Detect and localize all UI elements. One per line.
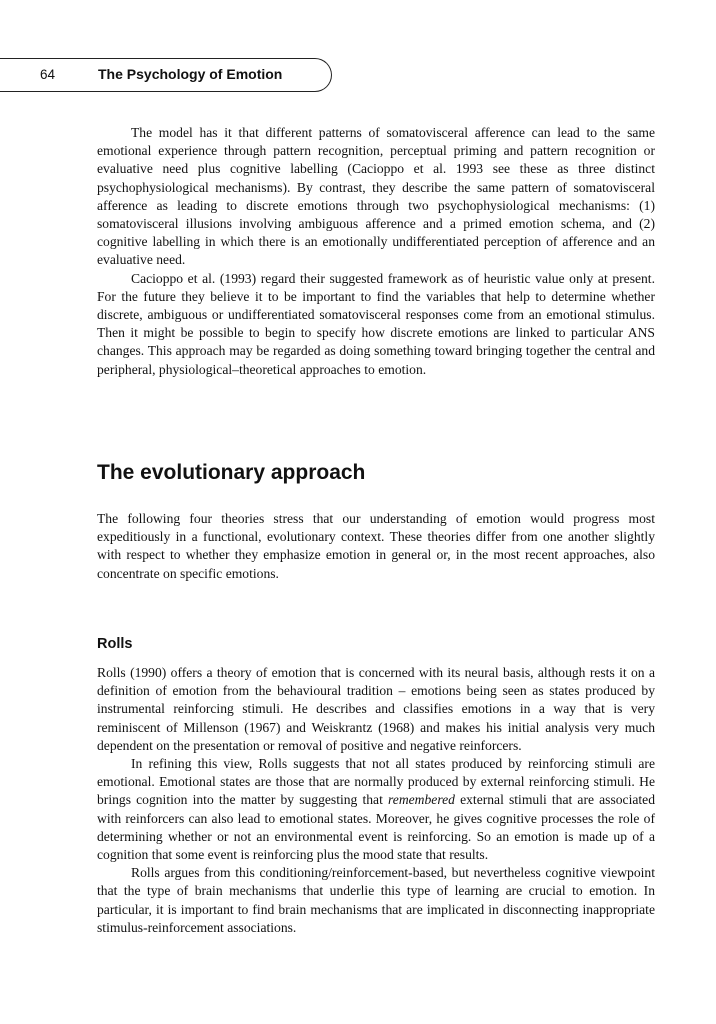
emphasis-remembered: remembered [388,792,455,808]
evolutionary-intro-text [97,510,655,583]
paragraph: Rolls (1990) offers a theory of emotion that is concerned with its neural basis, although rests it on a definition of emotion from the behavioural tradition – emotions being seen as states produced by instrumental reinforcing stimuli. He describes and classifies emotions in a way that is very reminiscent of Millenson (1967) and Weiskrantz (1968) and makes his initial analysis very much dependent on the presentation or removal of positive and negative reinforcers. [97,665,655,753]
page-number: 64 [40,67,56,82]
subsection-heading-rolls: Rolls [97,636,133,652]
paragraph [97,755,655,864]
paragraph: Cacioppo et al. (1993) regard their suggested framework as of heuristic value only at present. For the future they believe it to be important to find the variables that help to determine whether discrete, ambiguous or undifferentiated somatovisceral responses come from an emotional stimulus. Then it might be possible to begin to specify how discrete emotions are linked to particular ANS changes. This approach may be regarded as doing something toward bringing together the central and peripheral, physiological–theoretical approaches to emotion. [97,270,655,377]
cacioppo-section-text [97,124,655,379]
text-run: In refining this view, Rolls suggests that not all states produced by reinforcing stimuli are emotional. Emotional states are those that are normally produced by external reinforcing stimuli. He brings cognition into the matter by suggesting that [97,756,655,808]
rolls-section-text [97,664,655,937]
section-heading-evolutionary: The evolutionary approach [97,461,366,484]
paragraph: The following four theories stress that our understanding of emotion would progress most expeditiously in a functional, evolutionary context. These theories differ from one another slightly with respect to whether they emphasize emotion in general or, in the most recent approaches, also concentrate on specific emotions. [97,511,655,581]
paragraph: The model has it that different patterns of somatovisceral afference can lead to the same emotional experience through pattern recognition, perceptual priming and pattern recognition or evaluative need plus cognitive labelling (Cacioppo et al. 1993 see these as three distinct psychophysiological mechanisms). By contrast, they describe the same pattern of somatovisceral afference as leading to discrete emotions through two psychophysiological mechanisms: (1) somatovisceral illusions involving ambiguous afference and a primed emotion schema, and (2) cognitive labelling in which there is an emotionally undifferentiated perception of afference and an evaluative need. [97,125,655,268]
text-run: external stimuli that are associated with reinforcers can also lead to emotional states. Moreover, he gives cognitive processes the role of determining whether or not an environmental event is reinforcing. So an emotion is made up of a cognition that some event is reinforcing plus the mood state that results. [97,792,655,863]
paragraph: Rolls argues from this conditioning/reinforcement-based, but nevertheless cognitive viewpoint that the type of brain mechanisms that underlie this type of learning are crucial to emotion. In particular, it is important to find brain mechanisms that are implicated in disconnecting inappropriate stimulus-reinforcement associations. [97,865,655,935]
running-title: The Psychology of Emotion [98,66,283,82]
